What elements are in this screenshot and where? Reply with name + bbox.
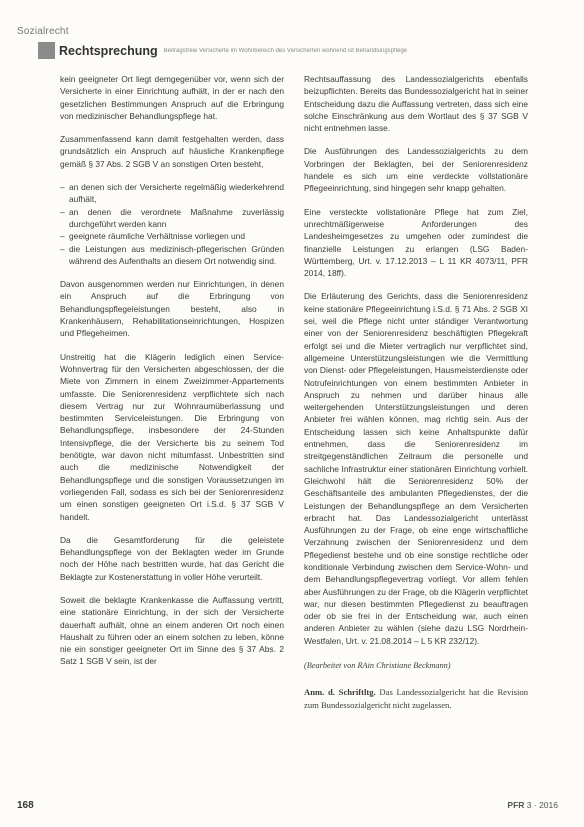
list-item: – an denen sich der Versicherte regelmäßig wiederkehrend aufhält, xyxy=(60,181,284,206)
editor-note-label: Anm. d. Schriftltg. xyxy=(304,687,376,698)
list-item: – die Leistungen aus medizinisch-pflegerischen Gründen während des Aufenthalts an diesem Ort notwendig sind. xyxy=(60,243,284,268)
paragraph: Die Erläuterung des Gerichts, dass die Seniorenresidenz keine stationäre Pflegeeinrichtung i.S.d. § 71 Abs. 2 SGB XI sei, weil die Pflege nicht unter ständiger Verantwortung einer von der Seniorenresidenz beschäftigten Pflegekraft erfolgt sei und die Mieter vertraglich nur verpflichtet sind, allgemeine Unterstützungsleistungen wie die Vermittlung von Dienst- oder Pflegeleistungen, Hausmeisterdienste oder Notrufeinrichtungen von einem bestimmten Anbieter in Anspruch zu nehmen und darüber hinaus alle weitergehenden Unterstützungsleistungen und deren Anbieter frei wählen können, mag richtig sein. Aus der Entscheidung lassen sich keine Anhaltspunkte dafür entnehmen, dass die Seniorenresidenz im streitgegenständlichen Zeitraum die personelle und sachliche Infrastruktur einer stationären Einrichtung vorhielt. Gleichwohl hält die Seniorenresidenz 50% der Geschäftsanteile des ambulanten Pflegedienstes, der die Leistungen der Behandlungspflege an dem Versicherten erbracht hat. Das Landessozialgericht unterlässt Ausführungen zu der Frage, ob eine enge wirtschaftliche Verzahnung zwischen der Seniorenresidenz und dem Pflegedienst bestehe und ob eine sonstige rechtliche oder konditionale Verbindung zwischen dem Service-Wohn- und dem Behandlungspflegevertrag vorliegt. Vor allem fehlen aber Ausführungen zu der Frage, ob die Klägerin verpflichtet war, nur diesen bestimmten Pflegedienst zu beauftragen oder ob sie frei in der Entscheidung war, auch einen anderen Anbieter zu wählen (siehe dazu LSG Nordrhein-Westfalen, Urt. v. 21.08.2014 – L 5 KR 232/12). xyxy=(304,291,528,646)
header-marker-icon xyxy=(38,42,55,59)
section-label: Sozialrecht xyxy=(17,26,69,37)
header-title: Rechtsprechung xyxy=(59,43,158,58)
criteria-list xyxy=(60,181,284,267)
author-credit: (Bearbeitet von RAin Christiane Beckmann) xyxy=(304,661,451,671)
right-column xyxy=(304,73,528,722)
left-column xyxy=(60,73,284,679)
issue-number: 3 · 2016 xyxy=(526,800,558,810)
list-item: – geeignete räumliche Verhältnisse vorliegen und xyxy=(60,230,284,242)
journal-issue xyxy=(507,800,558,810)
paragraph: Die Ausführungen des Landessozialgerichts zu dem Vorbringen der Beklagten, bei der Seniorenresidenz handele es sich um eine verdeckte vollstationäre Pflegeeinrichtung, sind hingegen sehr knapp gehalten. xyxy=(304,146,528,194)
paragraph: kein geeigneter Ort liegt demgegenüber vor, wenn sich der Versicherte in einer Einrichtung aufhält, in der er nach den gesetzlichen Bestimmungen Anspruch auf die Erbringung von medizinischer Behandlungspflege hat. xyxy=(60,74,284,121)
header-subtitle: Beitragsfreie Versicherte im Wohnbereich des Versicherten wohnend ist Behandlungspflege xyxy=(163,47,408,54)
editor-note-text: Das Landessozialgericht hat die Revision zum Bundessozialgericht nicht zugelassen. xyxy=(304,687,528,710)
paragraph: Rechtsauffassung des Landessozialgerichts ebenfalls beizupflichten. Bereits das Bundessozialgericht hat in seiner Entscheidung dazu die Auffassung vertreten, dass sich eine solche Einschränkung aus dem Wortlaut des § 37 SGB V nicht entnehmen lasse. xyxy=(304,74,528,134)
paragraph: Zusammenfassend kann damit festgehalten werden, dass grundsätzlich ein Anspruch auf häusliche Krankenpflege gemäß § 37 Abs. 2 SGB V an sonstigen Orten besteht, xyxy=(60,134,284,169)
paragraph: Unstreitig hat die Klägerin lediglich einen Service-Wohnvertrag für den Versicherten abgeschlossen, der die Miete von Zimmern in einem Zweizimmer-Appartements umfasste. Die Seniorenresidenz verpflichtete sich nach diesem Vertrag nur zur Wohnraumüberlassung und bestimmten Serviceleistungen. Die Erbringung von Behandlungspflege, insbesondere der 24-Stunden Intensivpflege, die der Versicherte bis zu seinem Tod benötigte, war davon nicht mitumfasst. Unbestritten sind auch die medizinische Notwendigkeit der Behandlungspflege und die sonstigen Voraussetzungen im vorliegenden Fall, sodass es sich bei der Seniorenresidenz um einen sonstigen geeigneten Ort i.S.d. § 37 SGB V handelt. xyxy=(60,351,284,522)
paragraph: Soweit die beklagte Krankenkasse die Auffassung vertritt, eine stationäre Einrichtung, in der sich der Versicherte dauerhaft aufhält, ohne an einem anderen Ort noch einen Haushalt zu führen oder an einem solchen zu leben, könne nie ein sonstiger geeigneter Ort im Sinne des § 37 Abs. 2 Satz 1 SGB V sein, ist der xyxy=(60,594,284,667)
page-number: 168 xyxy=(17,800,34,811)
paragraph: Da die Gesamtforderung für die geleistete Behandlungspflege von der Beklagten weder im Grunde noch der Höhe nach bestritten wurde, hat das Gericht die Beklagte zur Kostenerstattung in voller Höhe verurteilt. xyxy=(60,534,284,582)
section-header xyxy=(38,42,568,59)
editor-note xyxy=(304,686,528,711)
journal-name: PFR xyxy=(507,800,525,810)
paragraph: Eine versteckte vollstationäre Pflege hat zum Ziel, unrechtmäßigerweise Anforderungen des Landesheimgesetzes zu umgehen oder zumindest die finanzielle Leistungen zu erlangen (LSG Baden-Württemberg, Urt. v. 17.12.2013 – L 11 KR 4073/11, PFR 2014, 18ff). xyxy=(304,206,528,279)
list-item: – an denen die verordnete Maßnahme zuverlässig durchgeführt werden kann xyxy=(60,206,284,231)
paragraph: Davon ausgenommen werden nur Einrichtungen, in denen ein Anspruch auf die Erbringung von Behandlungspflegeleistungen besteht, also in Krankenhäusern, Rehabilitationseinrichtungen, Hospizen und Pflegeheimen. xyxy=(60,279,284,339)
